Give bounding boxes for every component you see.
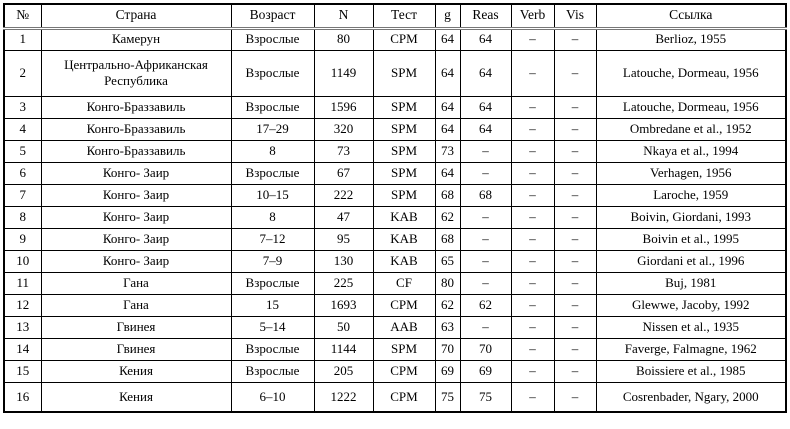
cell-n: 80 [314, 28, 373, 50]
cell-test: SPM [373, 184, 435, 206]
cell-ref: Latouche, Dormeau, 1956 [596, 50, 786, 96]
cell-n: 320 [314, 118, 373, 140]
cell-ref: Giordani et al., 1996 [596, 250, 786, 272]
cell-verb: – [511, 118, 554, 140]
cell-n: 1596 [314, 96, 373, 118]
cell-ref: Ombredane et al., 1952 [596, 118, 786, 140]
cell-age: 6–10 [231, 382, 314, 412]
cell-g: 64 [435, 162, 460, 184]
table-row [4, 162, 786, 184]
column-header-verb: Verb [511, 4, 554, 28]
cell-reas: – [460, 140, 511, 162]
cell-n: 47 [314, 206, 373, 228]
cell-age: 10–15 [231, 184, 314, 206]
column-header-reas: Reas [460, 4, 511, 28]
cell-age: Взрослые [231, 28, 314, 50]
cell-country: Гана [41, 272, 231, 294]
cell-reas: – [460, 316, 511, 338]
cell-verb: – [511, 184, 554, 206]
cell-num: 2 [4, 50, 41, 96]
cell-test: SPM [373, 338, 435, 360]
cell-ref: Cosrenbader, Ngary, 2000 [596, 382, 786, 412]
cell-country: Гвинея [41, 338, 231, 360]
cell-vis: – [554, 140, 596, 162]
table-row [4, 50, 786, 96]
cell-num: 16 [4, 382, 41, 412]
cell-test: SPM [373, 96, 435, 118]
cell-ref: Nissen et al., 1935 [596, 316, 786, 338]
cell-g: 73 [435, 140, 460, 162]
cell-g: 63 [435, 316, 460, 338]
cell-vis: – [554, 206, 596, 228]
cell-vis: – [554, 338, 596, 360]
cell-test: CPM [373, 382, 435, 412]
cell-num: 8 [4, 206, 41, 228]
cell-test: SPM [373, 162, 435, 184]
cell-n: 95 [314, 228, 373, 250]
cell-country: Конго- Заир [41, 250, 231, 272]
cell-country: Конго- Заир [41, 184, 231, 206]
cell-n: 50 [314, 316, 373, 338]
cell-num: 3 [4, 96, 41, 118]
cell-reas: 62 [460, 294, 511, 316]
cell-age: 7–9 [231, 250, 314, 272]
cell-verb: – [511, 140, 554, 162]
column-header-n: N [314, 4, 373, 28]
cell-age: 5–14 [231, 316, 314, 338]
cell-age: Взрослые [231, 360, 314, 382]
cell-reas: 64 [460, 28, 511, 50]
cell-country: Конго-Браззавиль [41, 96, 231, 118]
cell-country: Кения [41, 382, 231, 412]
cell-age: Взрослые [231, 96, 314, 118]
cell-n: 225 [314, 272, 373, 294]
table-row [4, 118, 786, 140]
cell-vis: – [554, 360, 596, 382]
cell-ref: Nkaya et al., 1994 [596, 140, 786, 162]
cell-ref: Verhagen, 1956 [596, 162, 786, 184]
cell-test: CPM [373, 360, 435, 382]
cell-g: 64 [435, 50, 460, 96]
cell-reas: – [460, 250, 511, 272]
cell-verb: – [511, 360, 554, 382]
cell-age: Взрослые [231, 162, 314, 184]
column-header-test: Тест [373, 4, 435, 28]
cell-test: SPM [373, 118, 435, 140]
table-row [4, 338, 786, 360]
cell-vis: – [554, 272, 596, 294]
table-row [4, 382, 786, 412]
cell-verb: – [511, 96, 554, 118]
cell-verb: – [511, 250, 554, 272]
cell-g: 62 [435, 294, 460, 316]
column-header-country: Страна [41, 4, 231, 28]
cell-n: 1693 [314, 294, 373, 316]
cell-country: Центрально-Африканская Республика [41, 50, 231, 96]
table-row [4, 360, 786, 382]
cell-reas: 75 [460, 382, 511, 412]
cell-test: CF [373, 272, 435, 294]
cell-test: KAB [373, 250, 435, 272]
cell-g: 70 [435, 338, 460, 360]
cell-vis: – [554, 96, 596, 118]
cell-ref: Boivin, Giordani, 1993 [596, 206, 786, 228]
cell-ref: Latouche, Dormeau, 1956 [596, 96, 786, 118]
table-row [4, 28, 786, 50]
cell-reas: 69 [460, 360, 511, 382]
table-row [4, 316, 786, 338]
cell-vis: – [554, 184, 596, 206]
cell-country: Конго-Браззавиль [41, 118, 231, 140]
cell-country: Кения [41, 360, 231, 382]
cell-num: 7 [4, 184, 41, 206]
cell-vis: – [554, 250, 596, 272]
cell-reas: 68 [460, 184, 511, 206]
cell-verb: – [511, 162, 554, 184]
cell-country: Конго- Заир [41, 162, 231, 184]
cell-verb: – [511, 28, 554, 50]
cell-num: 6 [4, 162, 41, 184]
cell-vis: – [554, 50, 596, 96]
table-row [4, 250, 786, 272]
column-header-age: Возраст [231, 4, 314, 28]
cell-num: 1 [4, 28, 41, 50]
cell-country: Гана [41, 294, 231, 316]
cell-age: 17–29 [231, 118, 314, 140]
cell-reas: 64 [460, 96, 511, 118]
table-row [4, 272, 786, 294]
cell-verb: – [511, 50, 554, 96]
cell-verb: – [511, 338, 554, 360]
cell-g: 69 [435, 360, 460, 382]
cell-g: 64 [435, 28, 460, 50]
cell-verb: – [511, 228, 554, 250]
cell-vis: – [554, 382, 596, 412]
results-table [3, 3, 787, 413]
cell-g: 65 [435, 250, 460, 272]
cell-num: 4 [4, 118, 41, 140]
cell-num: 11 [4, 272, 41, 294]
cell-num: 9 [4, 228, 41, 250]
cell-ref: Glewwe, Jacoby, 1992 [596, 294, 786, 316]
cell-num: 12 [4, 294, 41, 316]
cell-age: 8 [231, 140, 314, 162]
cell-n: 1144 [314, 338, 373, 360]
column-header-g: g [435, 4, 460, 28]
column-header-num: № [4, 4, 41, 28]
cell-verb: – [511, 272, 554, 294]
cell-ref: Laroche, 1959 [596, 184, 786, 206]
cell-ref: Buj, 1981 [596, 272, 786, 294]
cell-age: 7–12 [231, 228, 314, 250]
cell-test: CPM [373, 294, 435, 316]
cell-num: 15 [4, 360, 41, 382]
cell-reas: – [460, 162, 511, 184]
cell-ref: Boissiere et al., 1985 [596, 360, 786, 382]
cell-reas: – [460, 206, 511, 228]
cell-test: CPM [373, 28, 435, 50]
cell-num: 13 [4, 316, 41, 338]
cell-vis: – [554, 228, 596, 250]
cell-n: 1222 [314, 382, 373, 412]
table-row [4, 206, 786, 228]
cell-verb: – [511, 206, 554, 228]
cell-reas: – [460, 228, 511, 250]
cell-test: KAB [373, 206, 435, 228]
cell-verb: – [511, 294, 554, 316]
cell-test: SPM [373, 50, 435, 96]
cell-ref: Berlioz, 1955 [596, 28, 786, 50]
cell-age: Взрослые [231, 50, 314, 96]
cell-country: Камерун [41, 28, 231, 50]
table-row [4, 96, 786, 118]
cell-n: 130 [314, 250, 373, 272]
cell-vis: – [554, 118, 596, 140]
cell-age: Взрослые [231, 272, 314, 294]
cell-test: KAB [373, 228, 435, 250]
cell-vis: – [554, 294, 596, 316]
table-row [4, 228, 786, 250]
cell-verb: – [511, 316, 554, 338]
cell-n: 67 [314, 162, 373, 184]
column-header-vis: Vis [554, 4, 596, 28]
cell-reas: 70 [460, 338, 511, 360]
cell-n: 222 [314, 184, 373, 206]
cell-reas: – [460, 272, 511, 294]
cell-verb: – [511, 382, 554, 412]
table-header [4, 4, 786, 28]
cell-n: 73 [314, 140, 373, 162]
cell-num: 10 [4, 250, 41, 272]
table-row [4, 294, 786, 316]
cell-num: 14 [4, 338, 41, 360]
cell-g: 68 [435, 184, 460, 206]
cell-test: SPM [373, 140, 435, 162]
cell-ref: Faverge, Falmagne, 1962 [596, 338, 786, 360]
cell-country: Конго- Заир [41, 228, 231, 250]
cell-age: 15 [231, 294, 314, 316]
cell-age: Взрослые [231, 338, 314, 360]
cell-reas: 64 [460, 50, 511, 96]
cell-test: AAB [373, 316, 435, 338]
cell-country: Гвинея [41, 316, 231, 338]
cell-g: 64 [435, 118, 460, 140]
table-row [4, 184, 786, 206]
table-row [4, 140, 786, 162]
cell-num: 5 [4, 140, 41, 162]
header-row [4, 4, 786, 28]
cell-g: 62 [435, 206, 460, 228]
cell-country: Конго-Браззавиль [41, 140, 231, 162]
cell-reas: 64 [460, 118, 511, 140]
table-body [4, 28, 786, 412]
cell-age: 8 [231, 206, 314, 228]
cell-vis: – [554, 162, 596, 184]
cell-vis: – [554, 28, 596, 50]
cell-g: 80 [435, 272, 460, 294]
column-header-ref: Ссылка [596, 4, 786, 28]
cell-g: 68 [435, 228, 460, 250]
results-table-container [3, 3, 787, 413]
cell-g: 75 [435, 382, 460, 412]
cell-country: Конго- Заир [41, 206, 231, 228]
cell-n: 205 [314, 360, 373, 382]
cell-vis: – [554, 316, 596, 338]
cell-n: 1149 [314, 50, 373, 96]
cell-ref: Boivin et al., 1995 [596, 228, 786, 250]
cell-g: 64 [435, 96, 460, 118]
